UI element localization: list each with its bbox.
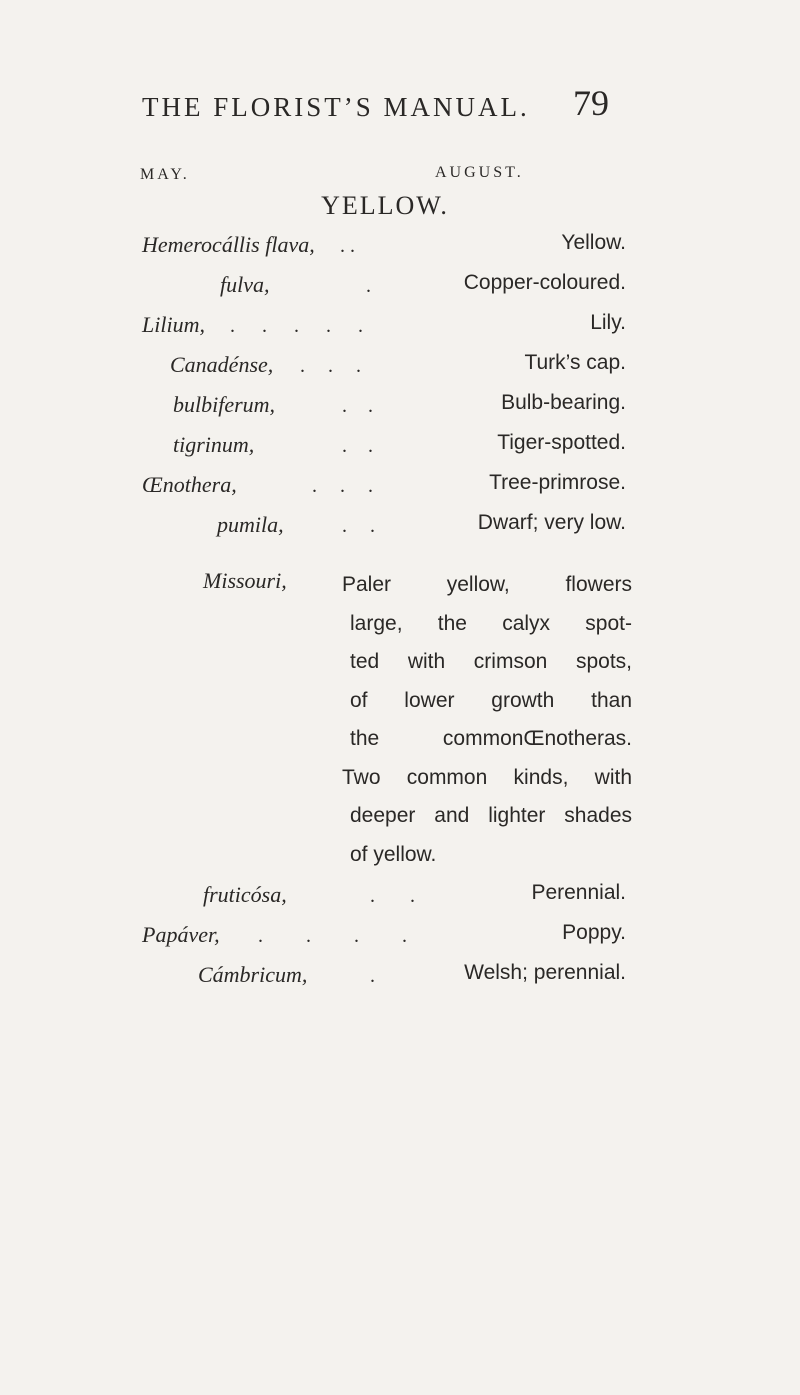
plant-name: Œnothera, [142, 472, 237, 497]
plant-name: tigrinum, [173, 432, 255, 457]
plant-name: bulbiferum, [173, 392, 276, 417]
plant-description: Dwarf; very low. [477, 511, 626, 534]
dot-leader: . . [342, 515, 375, 537]
page-number: 79 [573, 83, 609, 123]
description-line: Paler yellow, flowers [342, 573, 632, 596]
plant-description: Tiger-spotted. [497, 431, 626, 454]
plant-description: Perennial. [531, 881, 626, 904]
section-heading: YELLOW. [321, 191, 449, 220]
plant-name: Cámbricum, [198, 962, 308, 987]
running-head [0, 83, 800, 132]
description-line: deeper and lighter shades [350, 804, 632, 827]
dot-leader: . . [342, 435, 373, 457]
dot-leader: . . . . [258, 925, 407, 947]
dot-leader: . . [370, 885, 415, 907]
plant-name: Hemerocállis flava, [142, 232, 315, 257]
month-label-may: MAY. [140, 166, 190, 183]
dot-leader: . . . [312, 475, 373, 497]
month-label-august: AUGUST. [435, 164, 524, 181]
plant-description: Turk’s cap. [524, 351, 626, 374]
plant-description: Poppy. [562, 921, 626, 944]
plant-name: pumila, [217, 512, 284, 537]
plant-name: fulva, [220, 272, 270, 297]
plant-description: Bulb-bearing. [501, 391, 626, 414]
plant-name: Canadénse, [170, 352, 274, 377]
plant-description: Yellow. [561, 231, 626, 254]
dot-leader: . . [342, 395, 373, 417]
description-line: Two common kinds, with [342, 765, 632, 789]
description-line: large, the calyx spot- [350, 611, 632, 635]
plant-name: Lilium, [142, 312, 205, 337]
plant-description: Lily. [590, 311, 626, 334]
plant-name: Missouri, [203, 568, 287, 593]
dot-leader: . . . . . [230, 315, 363, 337]
description-line: the commonŒnotheras. [350, 727, 632, 750]
description-line: of yellow. [350, 842, 437, 866]
description-line: ted with crimson spots, [350, 650, 632, 673]
missouri-description [342, 566, 632, 874]
running-title: THE FLORIST’S MANUAL. [142, 92, 530, 122]
dot-leader: . . . [300, 355, 361, 377]
plant-name: Papáver, [142, 922, 220, 947]
dot-leader: . [366, 275, 371, 297]
plant-description: Copper-coloured. [463, 271, 626, 294]
plant-description: Welsh; perennial. [464, 961, 626, 984]
plant-description: Tree-primrose. [489, 471, 626, 494]
description-line: of lower growth than [350, 688, 632, 712]
plant-name: fruticósa, [203, 882, 287, 907]
dot-leader: . . [340, 235, 355, 257]
dot-leader: . [370, 965, 375, 987]
